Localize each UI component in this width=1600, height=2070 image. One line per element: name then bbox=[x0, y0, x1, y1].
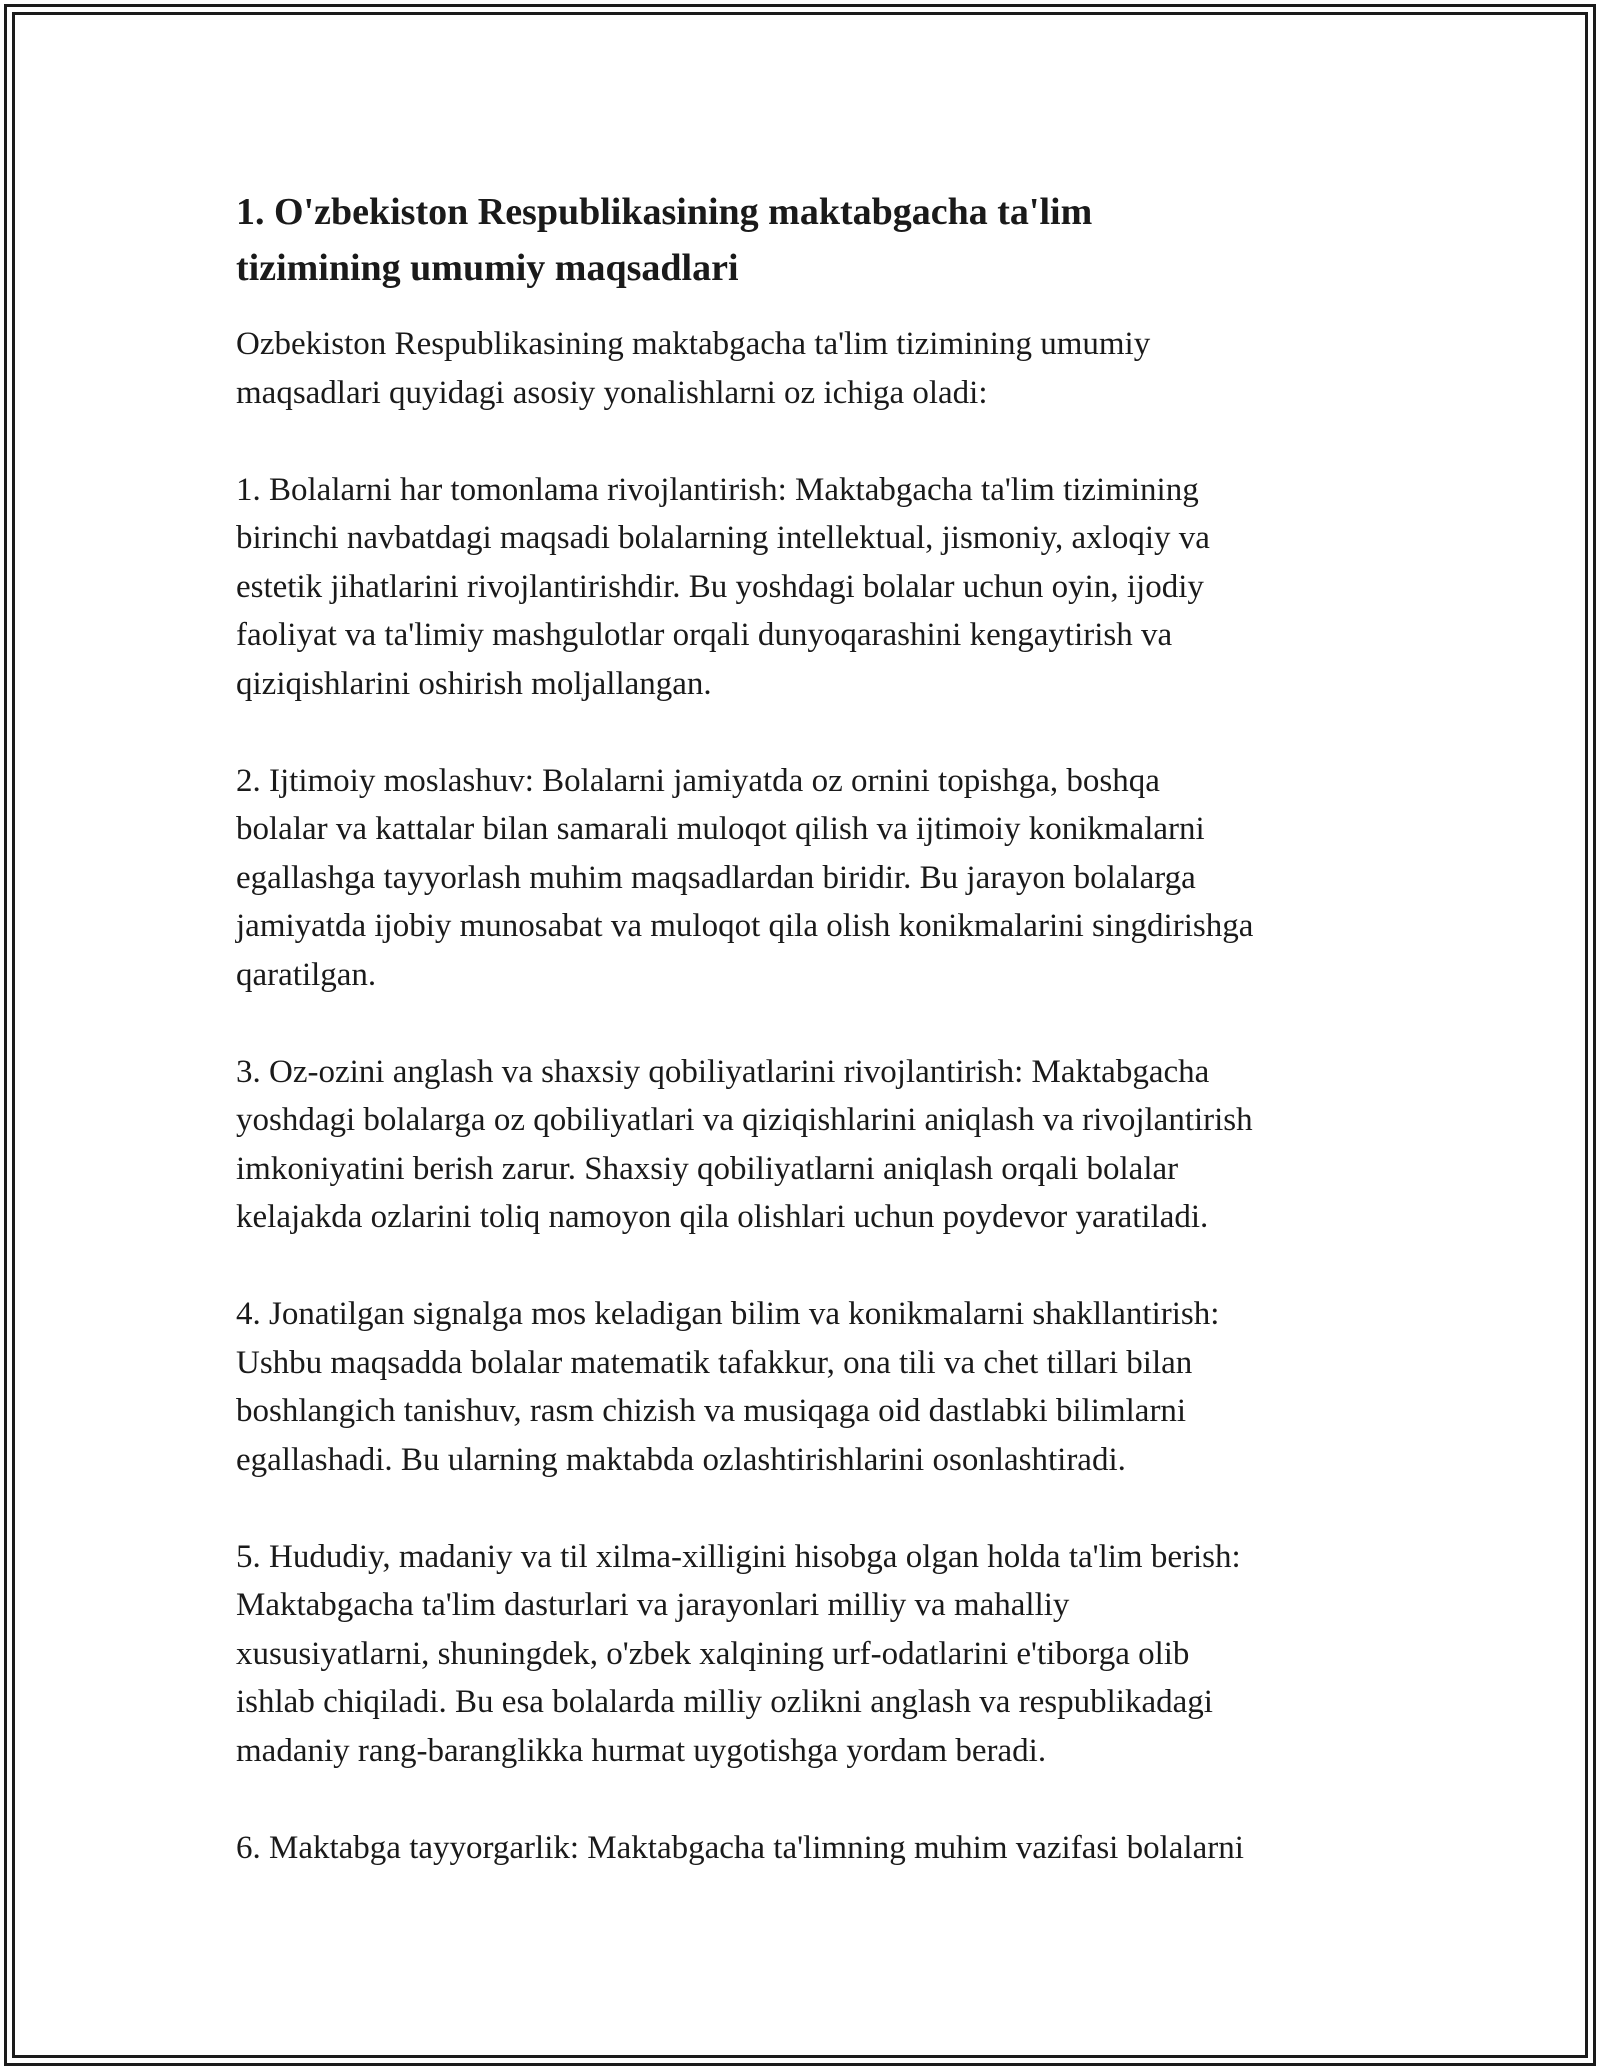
goal-5-paragraph: 5. Hududiy, madaniy va til xilma-xilligini hisobga olgan holda ta'lim berish: Maktabgacha ta'lim dasturlari va jarayonlari milliy va mahalliy xususiyatlarni, shuningdek, o'zbek xalqining urf-odatlarini e'tiborga olib ishlab chiqiladi. Bu esa bolalarda milliy ozlikni anglash va respublikadagi madaniy rang-baranglikka hurmat uygotishga yordam beradi. bbox=[236, 1538, 1241, 1769]
goal-3-paragraph: 3. Oz-ozini anglash va shaxsiy qobiliyatlarini rivojlantirish: Maktabgacha yoshdagi bolalarga oz qobiliyatlari va qiziqishlarini aniqlash va rivojlantirish imkoniyatini berish zarur. Shaxsiy qobiliyatlarni aniqlash orqali bolalar kelajakda ozlarini toliq namoyon qila olishlari uchun poydevor yaratiladi. bbox=[236, 1053, 1253, 1235]
document-page bbox=[236, 184, 1376, 1921]
goal-4-paragraph: 4. Jonatilgan signalga mos keladigan bilim va konikmalarni shakllantirish: Ushbu maqsadda bolalar matematik tafakkur, ona tili va chet tillari bilan boshlangich tanishuv, rasm chizish va musiqaga oid dastlabki bilimlarni egallashadi. Bu ularning maktabda ozlashtirishlarini osonlashtiradi. bbox=[236, 1296, 1220, 1478]
section-heading: 1. O'zbekiston Respublikasining maktabgacha ta'lim tizimining umumiy maqsadlari bbox=[236, 191, 1093, 289]
intro-paragraph: Ozbekiston Respublikasining maktabgacha ta'lim tizimining umumiy maqsadlari quyidagi asosiy yonalishlarni oz ichiga oladi: bbox=[236, 326, 1151, 411]
goal-6-paragraph: 6. Maktabga tayyorgarlik: Maktabgacha ta'limning muhim vazifasi bolalarni bbox=[236, 1829, 1244, 1866]
goal-2-paragraph: 2. Ijtimoiy moslashuv: Bolalarni jamiyatda oz ornini topishga, boshqa bolalar va kattalar bilan samarali muloqot qilish va ijtimoiy konikmalarni egallashga tayyorlash muhim maqsadlardan biridir. Bu jarayon bolalarga jamiyatda ijobiy munosabat va muloqot qila olish konikmalarini singdirishga qaratilgan. bbox=[236, 762, 1254, 993]
goal-1-paragraph: 1. Bolalarni har tomonlama rivojlantirish: Maktabgacha ta'lim tizimining birinchi navbatdagi maqsadi bolalarning intellektual, jismoniy, axloqiy va estetik jihatlarini rivojlantirishdir. Bu yoshdagi bolalar uchun oyin, ijodiy faoliyat va ta'limiy mashgulotlar orqali dunyoqarashini kengaytirish va qiziqishlarini oshirish moljallangan. bbox=[236, 471, 1210, 702]
